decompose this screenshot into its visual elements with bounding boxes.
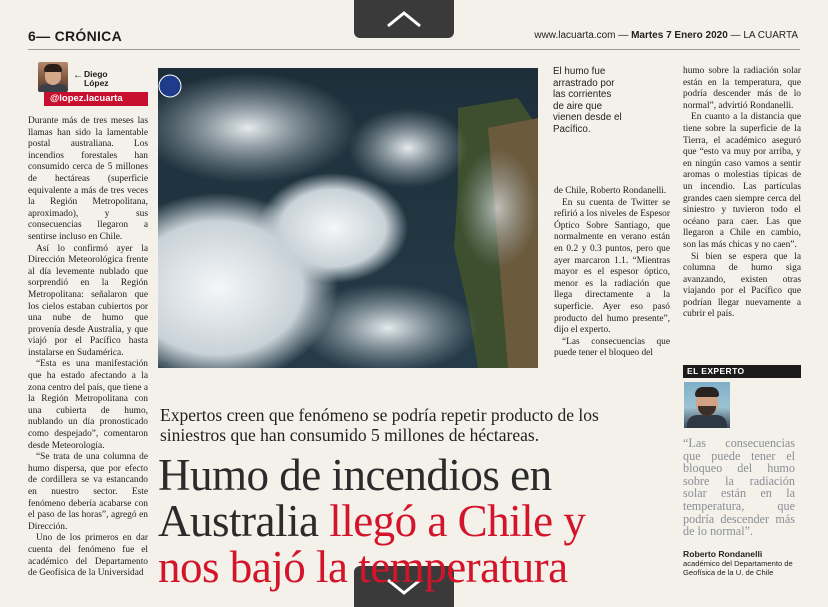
paragraph: Uno de los primeros en dar cuenta del fenómeno fue el académico del Departamento de Geofísica de la Universidad (28, 533, 148, 579)
paragraph: Si bien se espera que la columna de humo siga avanzando, existen otras viajando por el Pacífico que podrían llegar nuevamente a cubrir el país. (683, 251, 801, 320)
article-headline (158, 452, 678, 590)
headline-line-2 (158, 498, 678, 544)
headline-line-2-red: llegó a Chile y (329, 496, 586, 546)
arrow-left-icon: ← (73, 70, 83, 81)
paragraph: “Se trata de una columna de humo dispersa, que por efecto de cordillera se va estancando en nuestro sector. Este fenómeno debería acabarse con el paso de las horas”, agregó en Dirección. (28, 452, 148, 532)
headline-line-1: Humo de incendios en (158, 450, 552, 500)
article-column-left (28, 116, 148, 580)
paragraph: Durante más de tres meses las llamas han sido la lamentable postal australiana. Los incendios forestales han consumido cerca de 5 millones de hectáreas (superficie equivalente a más de tres veces la Región Metropolitana, aproximado), y sus consecuencias llegaron a sentirse incluso en Chile. (28, 116, 148, 242)
headline-line-3: nos bajó la temperatura (158, 542, 568, 592)
section-title: 6— CRÓNICA (28, 28, 123, 44)
previous-page-button[interactable] (354, 0, 454, 38)
paragraph: humo sobre la radiación solar están en la temperatura, que podría descender más de lo normal”, advirtió Rondanelli. (683, 66, 801, 111)
paragraph: “Las consecuencias que puede tener el bloqueo del (554, 336, 670, 359)
paragraph: En su cuenta de Twitter se refirió a los niveles de Espesor Óptico Sobre Santiago, que normalmente en verano están en 0.2 y 0.3 puntos, pero que ayer marcaron 1.1. “Mientras mayor es el espesor óptico, menor es la radiación que llega directamente a la superficie. Ayer eso pasó producto del humo presente”, dijo el experto. (554, 197, 670, 336)
paragraph: de Chile, Roberto Rondanelli. (554, 186, 667, 196)
expert-label: EL EXPERTO (683, 365, 801, 378)
issue-date: Martes 7 Enero 2020 (631, 30, 728, 41)
header-separator-2: — (727, 30, 744, 41)
site-url[interactable]: www.lacuarta.com (534, 30, 616, 41)
author-avatar (38, 62, 68, 92)
article-deck: Expertos creen que fenómeno se podría repetir producto de los siniestros que han consumido 5 millones de héctareas. (160, 405, 599, 445)
satellite-photo (158, 68, 538, 368)
author-handle[interactable]: @lopez.lacuarta (44, 92, 148, 106)
article-column-right (683, 66, 801, 321)
headline-line-2-black: Australia (158, 496, 330, 546)
photo-caption: El humo fue arrastrado por las corrientes de aire que vienen desde el Pacífico. (553, 66, 622, 135)
chevron-up-icon (384, 8, 424, 30)
paragraph: Así lo confirmó ayer la Dirección Meteorológica frente al día levemente nublado que sorprendió en la Región Metropolitana: señalaron que los cielos estaban cubiertos por una nube de humo que provenía desde Australia, y que viajó por el Pacífico hasta instalarse en Sudamérica. (28, 243, 148, 358)
page-header-info (534, 30, 798, 41)
author-name: Diego López (84, 69, 109, 88)
article-column-middle (554, 186, 670, 360)
expert-quote: “Las consecuencias que puede tener el bloqueo del humo sobre la radiación solar están en la temperatura, que podría descender más de lo normal”. (683, 436, 795, 539)
expert-role: académico del Departamento de Geofísica de la U. de Chile (683, 559, 793, 577)
header-separator: — (615, 30, 632, 41)
expert-photo (684, 382, 730, 428)
paragraph: “Esta es una manifestación que ha estado afectando a la zona centro del país, que tiene a la Región Metropolitana con una cubierta de humo, nublando un día pronosticado como despejado”, comentaron desde Meteorología. (28, 359, 148, 451)
paragraph: En cuanto a la distancia que tiene sobre la superficie de la Tierra, el académico aseguró que “esto va muy por arriba, y en ningún caso vamos a sentir aromas o molestias típicas de un incendio. Las partículas grandes caen siempre cerca del siniestro y tuvieron todo el océano para caer. Las que llegaron a Chile en cambio, son las más chicas y no caen”. (683, 112, 801, 250)
photo-credit: AFP (159, 362, 169, 368)
expert-name: Roberto Rondanelli (683, 549, 763, 559)
brand-name: LA CUARTA (743, 30, 798, 41)
header-divider (28, 49, 800, 50)
